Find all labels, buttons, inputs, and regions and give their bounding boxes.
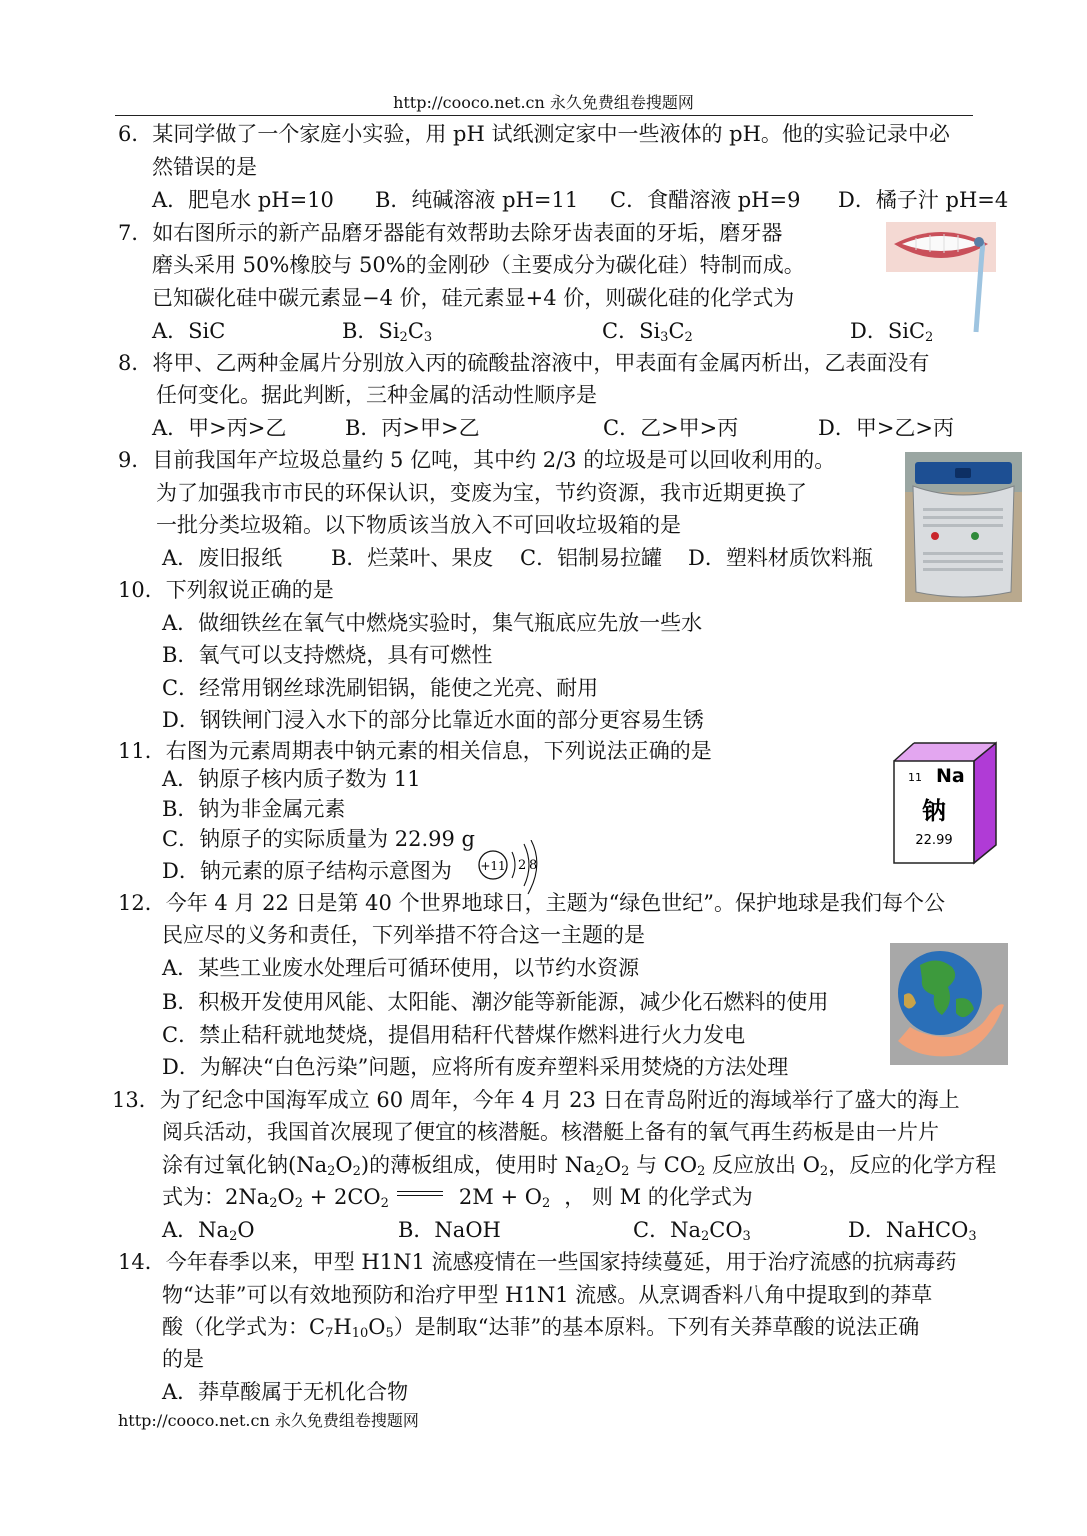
atom-shell-1-electrons: 2 [518,858,527,873]
q8-option-c: C．乙>甲>丙 [603,416,739,440]
q12-line-2: 民应尽的义务和责任，下列举措不符合这一主题的是 [162,923,645,947]
q10-option-b: B．氧气可以支持燃烧，具有可燃性 [162,643,493,667]
q12-option-c: C．禁止秸秆就地焚烧，提倡用秸秆代替煤作燃料进行火力发电 [162,1023,746,1047]
q14-line-4: 的是 [162,1347,204,1371]
atom-shell-2-electrons: 8 [529,858,538,873]
q14-line-2: 物“达菲”可以有效地预防和治疗甲型 H1N1 流感。从烹调香料八角中提取到的莽草 [162,1283,933,1307]
q9-line-1: 9．目前我国年产垃圾总量约 5 亿吨，其中约 2/3 的垃圾是可以回收利用的。 [118,448,836,472]
q6-option-b: B．纯碱溶液 pH=11 [375,188,579,212]
q11-option-b: B．钠为非金属元素 [162,797,346,821]
q10-option-a: A．做细铁丝在氧气中燃烧实验时，集气瓶底应先放一些水 [162,611,703,635]
earth-in-hand-image [890,943,1008,1065]
page-footer: http://cooco.net.cn 永久免费组卷搜题网 [118,1411,419,1430]
q9-option-c: C．铝制易拉罐 [520,546,663,570]
q7-option-a: A．SiC [152,319,226,343]
card-atomic-number: 11 [908,771,922,784]
card-element-name: 钠 [922,797,946,825]
header-divider [115,115,973,116]
q7-line-3: 已知碳化硅中碳元素显−4 价，硅元素显+4 价，则碳化硅的化学式为 [152,286,795,310]
q12-option-d: D．为解决“白色污染”问题，应将所有废弃塑料采用焚烧的方法处理 [162,1055,789,1079]
q9-option-b: B．烂菜叶、果皮 [331,546,494,570]
card-element-symbol: Na [936,765,965,787]
q11-option-a: A．钠原子核内质子数为 11 [162,767,421,791]
q13-line-1: 13．为了纪念中国海军成立 60 周年，今年 4 月 23 日在青岛附近的海域举行了盛大的海上 [112,1088,960,1112]
q10-option-d: D．钢铁闸门浸入水下的部分比靠近水面的部分更容易生锈 [162,708,704,732]
q6-line-1: 6．某同学做了一个家庭小实验，用 pH 试纸测定家中一些液体的 pH。他的实验记录中必 [118,122,950,146]
q13-option-c: C．$Na_2CO_3$ [633,1218,751,1244]
q6-option-c: C．食醋溶液 pH=9 [610,188,801,212]
q11-option-d: D．钠元素的原子结构示意图为 [162,859,452,883]
tooth-grinder-image [886,222,998,334]
q10-line-1: 10．下列叙说正确的是 [118,578,334,602]
atom-nucleus-label: +11 [480,859,506,873]
sodium-periodic-card [892,741,998,867]
q7-option-c: C．$Si_3C_2$ [602,319,693,345]
q13-option-d: D．NaHCO$_3$ [848,1218,977,1244]
q8-line-2: 任何变化。据此判断，三种金属的活动性顺序是 [156,383,597,407]
card-atomic-mass: 22.99 [915,833,953,848]
q7-line-2: 磨头采用 50%橡胶与 50%的金刚砂（主要成分为碳化硅）特制而成。 [152,253,805,277]
q7-option-d: D．SiC$_2$ [850,319,934,345]
q6-line-2: 然错误的是 [152,155,257,179]
q9-line-3: 一批分类垃圾箱。以下物质该当放入不可回收垃圾箱的是 [156,513,681,537]
recycling-bin-image [905,452,1022,602]
page-header: http://cooco.net.cn 永久免费组卷搜题网 [393,93,694,112]
q13-option-b: B．NaOH [398,1218,501,1242]
q9-option-a: A．废旧报纸 [162,546,283,570]
q12-line-1: 12．今年 4 月 22 日是第 40 个世界地球日，主题为“绿色世纪”。保护地球是我们每个公 [118,891,946,915]
q12-option-a: A．某些工业废水处理后可循环使用，以节约水资源 [162,956,640,980]
q11-option-c: C．钠原子的实际质量为 22.99 g [162,827,475,851]
q13-line-2: 阅兵活动，我国首次展现了便宜的核潜艇。核潜艇上备有的氧气再生药板是由一片片 [162,1120,939,1144]
q8-line-1: 8．将甲、乙两种金属片分别放入丙的硫酸盐溶液中，甲表面有金属丙析出，乙表面没有 [118,351,930,375]
q10-option-c: C．经常用钢丝球洗刷铝锅，能使之光亮、耐用 [162,676,599,700]
q13-line-4: 式为：$2Na_2O_2 + 2CO_2$ $2M + O_2$ ， 则 M 的化学式为 [162,1185,753,1211]
q8-option-b: B．丙>甲>乙 [345,416,480,440]
q14-line-1: 14．今年春季以来，甲型 H1N1 流感疫情在一些国家持续蔓延，用于治疗流感的抗病毒药 [118,1250,957,1274]
q13-option-a: A．$Na_2O$ [162,1218,255,1244]
q13-line-3: 涂有过氧化钠$(Na_2O_2)$的薄板组成，使用时 $Na_2O_2$ 与 $CO_2$ 反应放出 $O_2$，反应的化学方程 [162,1153,997,1179]
q7-line-1: 7．如右图所示的新产品磨牙器能有效帮助去除牙齿表面的牙垢，磨牙器 [118,221,783,245]
q14-line-3: 酸（化学式为：$C_7H_{10}O_5$）是制取“达菲”的基本原料。下列有关莽草酸的说法正确 [162,1315,920,1341]
card-side-face [974,743,996,863]
q7-option-b: B．$Si_2C_3$ [342,319,433,345]
q9-option-d: D．塑料材质饮料瓶 [688,546,873,570]
q8-option-a: A．甲>丙>乙 [152,416,287,440]
sodium-atom-structure-diagram [476,840,546,896]
q6-option-d: D．橘子汁 pH=4 [838,188,1009,212]
q14-option-a: A．莽草酸属于无机化合物 [162,1380,409,1404]
q11-line-1: 11．右图为元素周期表中钠元素的相关信息，下列说法正确的是 [118,739,712,763]
reaction-equals-sign [389,1194,459,1204]
q8-option-d: D．甲>乙>丙 [818,416,955,440]
q9-line-2: 为了加强我市市民的环保认识，变废为宝，节约资源，我市近期更换了 [156,481,807,505]
q12-option-b: B．积极开发使用风能、太阳能、潮汐能等新能源，减少化石燃料的使用 [162,990,829,1014]
q6-option-a: A．肥皂水 pH=10 [152,188,334,212]
